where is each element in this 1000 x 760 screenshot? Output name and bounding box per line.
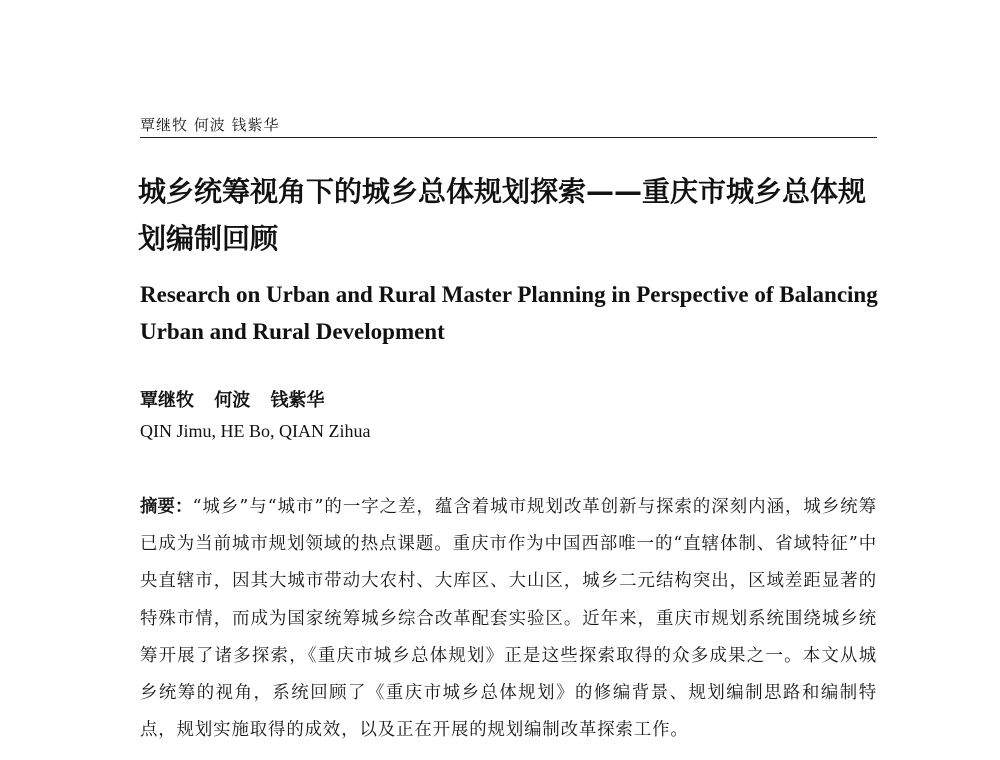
running-head-authors: 覃继牧 何波 钱紫华 [140,116,280,134]
article-title-english: Research on Urban and Rural Master Planning in Perspective of Balancing Urban and Rural Development [140,282,878,344]
abstract-text: “城乡”与“城市”的一字之差，蕴含着城市规划改革创新与探索的深刻内涵，城乡统筹已成为当前城市规划领域的热点课题。重庆市作为中国西部唯一的“直辖体制、省域特征”中央直辖市，因其大城市带动大农村、大库区、大山区，城乡二元结构突出，区域差距显著的特殊市情，而成为国家统筹城乡综合改革配套实验区。近年来，重庆市规划系统围绕城乡统筹开展了诸多探索，《重庆市城乡总体规划》正是这些探索取得的众多成果之一。本文从城乡统筹的视角，系统回顾了《重庆市城乡总体规划》的修编背景、规划编制思路和编制特点，规划实施取得的成效，以及正在开展的规划编制改革探索工作。 [140,497,877,741]
author-names-chinese: 覃继牧 何波 钱紫华 [140,390,325,411]
author-names-english: QIN Jimu, HE Bo, QIAN Zihua [140,421,371,441]
article-title-chinese: 城乡统筹视角下的城乡总体规划探索——重庆市城乡总体规划编制回顾 [138,175,867,255]
abstract-paragraph [140,489,877,749]
abstract-label: 摘要： [140,497,193,517]
header-rule-divider [140,137,877,138]
